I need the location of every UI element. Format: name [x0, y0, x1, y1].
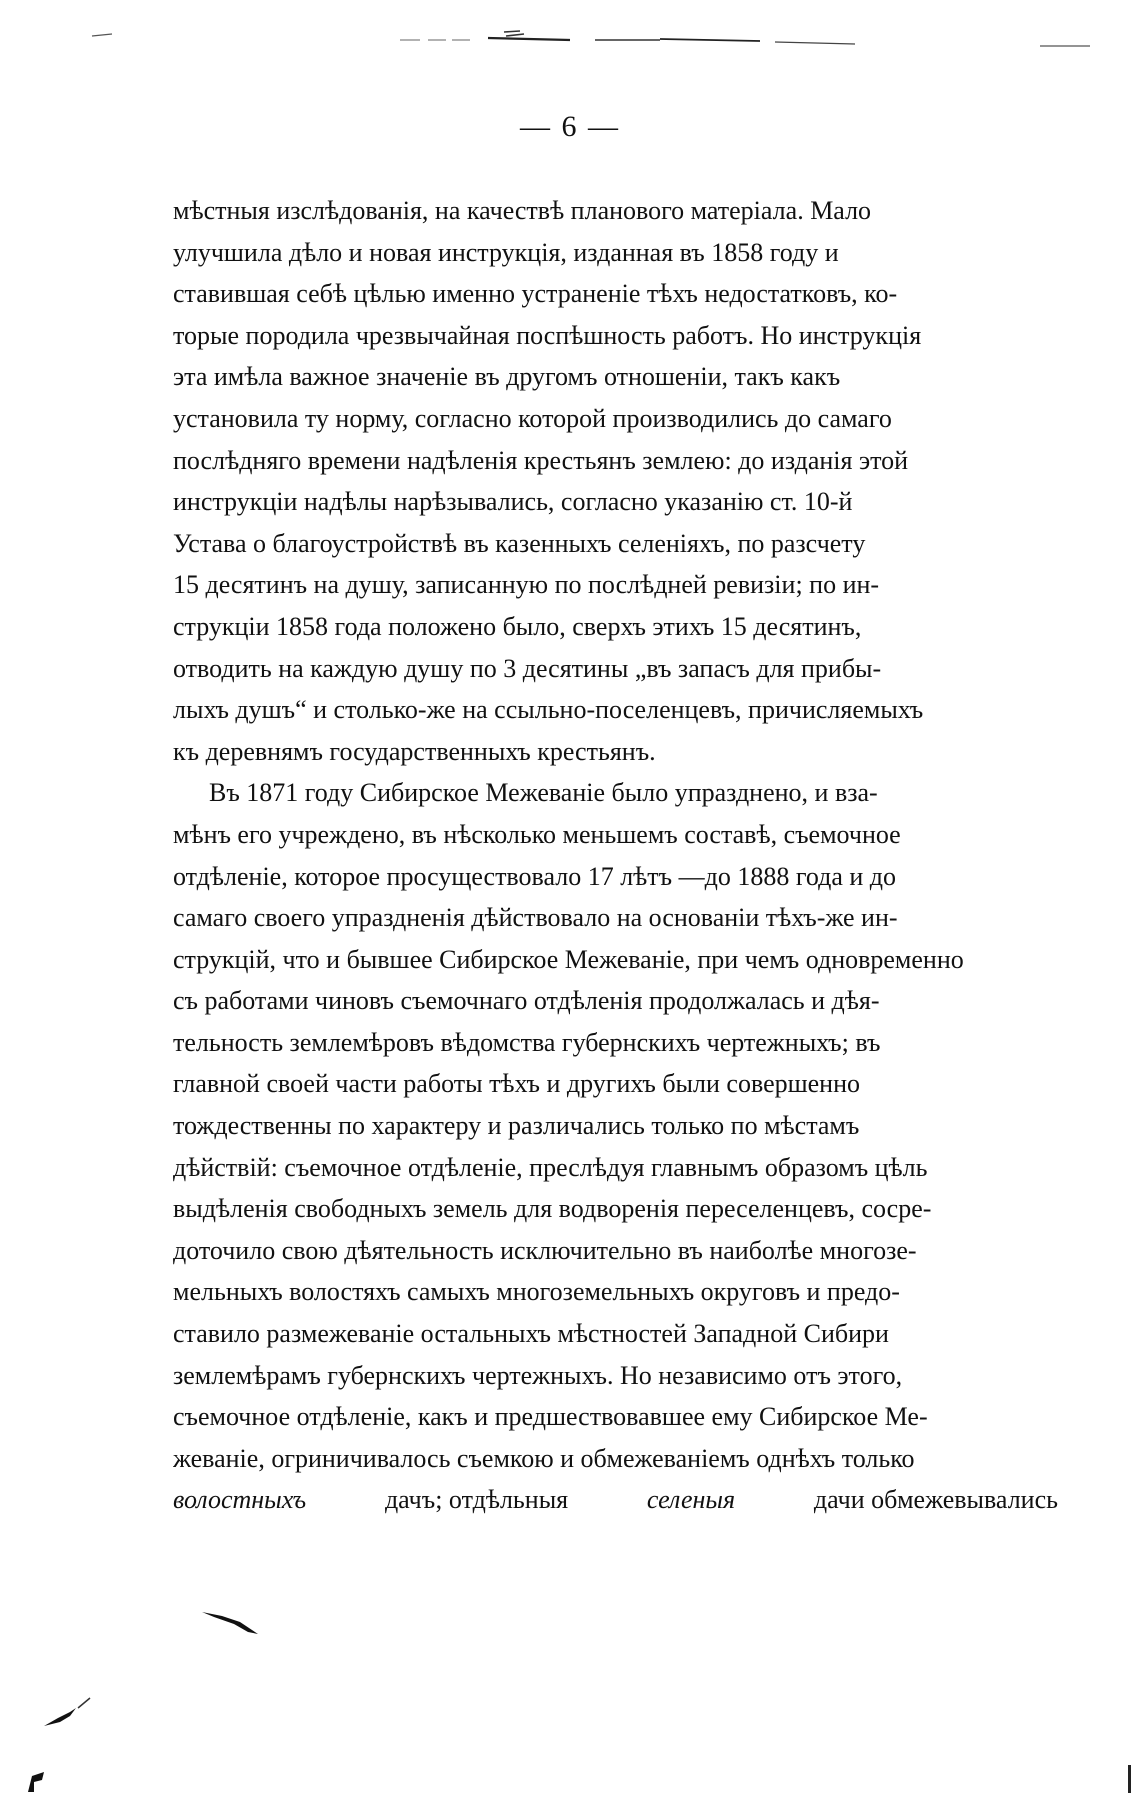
- text-line: [173, 814, 1058, 856]
- text-line: [173, 731, 1058, 773]
- text-line: [173, 939, 1058, 981]
- text-line: [173, 1188, 1058, 1230]
- italic-word: волостныхъ: [173, 1485, 307, 1515]
- line-text: лыхъ душъ“ и столько-же на ссыльно-поселенцевъ, причисляемыхъ: [173, 695, 924, 725]
- text-line: [173, 1438, 1058, 1480]
- text-line: [173, 606, 1058, 648]
- line-text: мельныхъ волостяхъ самыхъ многоземельныхъ округовъ и предо-: [173, 1277, 900, 1307]
- italic-word: селеныя: [646, 1485, 736, 1515]
- line-text: къ деревнямъ государственныхъ крестьянъ.: [173, 736, 656, 766]
- corner-ink-mark: [24, 1768, 54, 1793]
- text-line: [173, 1271, 1058, 1313]
- text-line: [173, 315, 1058, 357]
- text-line: [173, 564, 1058, 606]
- line-text: эта имѣла важное значеніе въ другомъ отношеніи, такъ какъ: [173, 362, 841, 392]
- line-text: торые породила чрезвычайная поспѣшность работъ. Но инструкція: [173, 320, 922, 350]
- text-line: [173, 856, 1058, 898]
- text-line-final: [173, 1479, 1058, 1521]
- text-line: [173, 481, 1058, 523]
- page-number: — 6 —: [520, 110, 620, 143]
- line-text: съемочное отдѣленіе, какъ и предшествовавшее ему Сибирское Ме-: [173, 1402, 928, 1432]
- line-text: дачи обмежевывались: [813, 1485, 1058, 1515]
- line-text: землемѣрамъ губернскихъ чертежныхъ. Но независимо отъ этого,: [173, 1360, 903, 1390]
- line-text: струкцій, что и бывшее Сибирское Межеваніе, при чемъ одновременно: [173, 944, 964, 974]
- text-line: [173, 1063, 1058, 1105]
- text-line: [173, 1396, 1058, 1438]
- line-text: дѣйствій: съемочное отдѣленіе, преслѣдуя главнымъ образомъ цѣль: [173, 1152, 928, 1182]
- line-text: инструкціи надѣлы нарѣзывались, согласно указанію ст. 10-й: [173, 487, 853, 517]
- body-text: [173, 190, 1058, 1521]
- text-line: [173, 1147, 1058, 1189]
- text-line: [173, 689, 1058, 731]
- text-line: [173, 772, 1058, 814]
- text-line: [173, 273, 1058, 315]
- line-text: Устава о благоустройствѣ въ казенныхъ селеніяхъ, по разсчету: [173, 528, 866, 558]
- line-text: выдѣленія свободныхъ земель для водворенія переселенцевъ, сосре-: [173, 1194, 932, 1224]
- line-text: жеваніе, огриничивалось съемкою и обмежеваніемъ однѣхъ только: [173, 1443, 915, 1473]
- text-line: [173, 1230, 1058, 1272]
- text-line: [173, 897, 1058, 939]
- text-line: [173, 1355, 1058, 1397]
- right-edge-mark: [1126, 1765, 1136, 1793]
- line-text: тождественны по характеру и различались только по мѣстамъ: [173, 1111, 860, 1141]
- text-line: [173, 398, 1058, 440]
- text-line: [173, 232, 1058, 274]
- line-text: мѣнъ его учреждено, въ нѣсколько меньшемъ составѣ, съемочное: [173, 819, 901, 849]
- text-line: [173, 356, 1058, 398]
- line-text: самаго своего упраздненія дѣйствовало на основаніи тѣхъ-же ин-: [173, 903, 898, 933]
- line-text: 15 десятинъ на душу, записанную по послѣдней ревизіи; по ин-: [173, 570, 880, 600]
- ink-stroke-mark: [200, 1608, 280, 1638]
- line-text: мѣстныя изслѣдованія, на качествѣ планового матеріала. Мало: [173, 196, 872, 225]
- line-text: отдѣленіе, которое просуществовало 17 лѣтъ —до 1888 года и до: [173, 861, 897, 891]
- text-line: [173, 648, 1058, 690]
- line-text: отводить на каждую душу по 3 десятины „въ запасъ для прибы-: [173, 653, 882, 683]
- text-line: [173, 523, 1058, 565]
- line-text: улучшила дѣло и новая инструкція, изданная въ 1858 году и: [173, 237, 839, 267]
- line-text: главной своей части работы тѣхъ и другихъ были совершенно: [173, 1069, 861, 1099]
- line-text: ставило размежеваніе остальныхъ мѣстностей Западной Сибири: [173, 1319, 889, 1349]
- line-text: установила ту норму, согласно которой производились до самаго: [173, 403, 892, 433]
- text-line: [173, 190, 1058, 232]
- line-text: струкціи 1858 года положено было, сверхъ этихъ 15 десятинъ,: [173, 611, 862, 641]
- ink-smudge-mark: [40, 1690, 100, 1730]
- top-scan-marks: [0, 28, 1140, 58]
- text-line: [173, 440, 1058, 482]
- line-text: доточило свою дѣятельность исключительно въ наиболѣе многозе-: [173, 1235, 917, 1265]
- line-text: послѣдняго времени надѣленія крестьянъ землею: до изданія этой: [173, 445, 909, 475]
- line-text: тельность землемѣровъ вѣдомства губернскихъ чертежныхъ; въ: [173, 1027, 881, 1057]
- line-text: съ работами чиновъ съемочнаго отдѣленія продолжалась и дѣя-: [173, 986, 880, 1016]
- line-text: Въ 1871 году Сибирское Межеваніе было упразднено, и вза-: [209, 778, 878, 808]
- text-line: [173, 1313, 1058, 1355]
- text-line: [173, 1105, 1058, 1147]
- line-text: дачъ; отдѣльныя: [384, 1485, 569, 1515]
- text-line: [173, 1022, 1058, 1064]
- text-line: [173, 980, 1058, 1022]
- line-text: ставившая себѣ цѣлью именно устраненіе тѣхъ недостатковъ, ко-: [173, 279, 898, 309]
